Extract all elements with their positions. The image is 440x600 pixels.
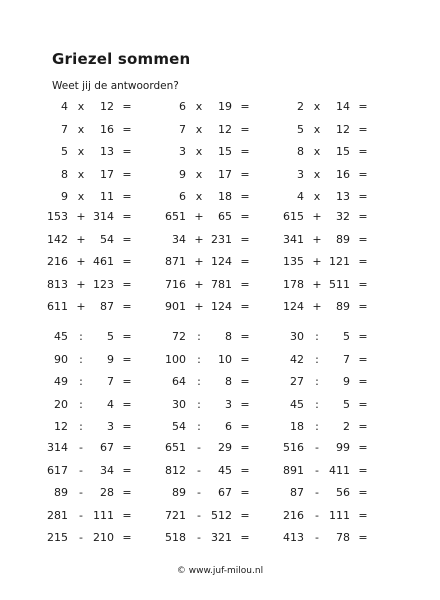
operator: + (312, 210, 322, 223)
operand-b: 5 (107, 330, 114, 343)
equals-sign: = (358, 397, 368, 411)
equals-sign: = (358, 100, 368, 113)
operand-a: 4 (61, 100, 68, 113)
equals-sign: = (122, 277, 132, 291)
equals-sign: = (358, 232, 368, 246)
operator: - (315, 463, 319, 477)
operand-b: 512 (211, 508, 232, 522)
operator: : (79, 352, 83, 366)
operator: x (313, 190, 321, 203)
operand-a: 216 (47, 255, 68, 268)
operand-b: 89 (336, 232, 350, 246)
operand-a: 9 (179, 167, 186, 181)
equals-sign: = (240, 100, 250, 113)
operator: : (79, 397, 83, 411)
exercise-row (0, 254, 440, 270)
operand-a: 413 (283, 531, 304, 544)
operand-a: 2 (297, 100, 304, 113)
equals-sign: = (358, 420, 368, 433)
operator: + (76, 255, 86, 268)
equals-sign: = (240, 300, 250, 313)
operand-a: 615 (283, 210, 304, 223)
operator: x (313, 122, 321, 136)
equals-sign: = (240, 420, 250, 433)
operand-a: 314 (47, 441, 68, 454)
equals-sign: = (122, 463, 132, 477)
operator: + (76, 300, 86, 313)
operator: x (195, 100, 203, 113)
operand-a: 9 (61, 190, 68, 203)
operator: - (315, 531, 319, 544)
exercise-row (0, 329, 440, 345)
operator: : (79, 330, 83, 343)
page-subtitle: Weet jij de antwoorden? (52, 80, 179, 92)
operand-a: 215 (47, 531, 68, 544)
equals-sign: = (122, 486, 132, 499)
operand-a: 27 (290, 375, 304, 388)
operand-b: 16 (336, 167, 350, 181)
operator: : (197, 397, 201, 411)
operand-b: 13 (336, 190, 350, 203)
operator: : (197, 420, 201, 433)
exercise-row (0, 189, 440, 205)
operand-a: 8 (297, 145, 304, 158)
operator: - (79, 531, 83, 544)
operand-a: 891 (283, 463, 304, 477)
operand-a: 518 (165, 531, 186, 544)
operand-a: 49 (54, 375, 68, 388)
exercise-row (0, 463, 440, 479)
operand-b: 321 (211, 531, 232, 544)
operator: : (197, 375, 201, 388)
operator: + (76, 210, 86, 223)
operator: - (315, 508, 319, 522)
operator: - (315, 441, 319, 454)
operand-b: 11 (100, 190, 114, 203)
operand-b: 15 (218, 145, 232, 158)
operand-a: 5 (297, 122, 304, 136)
operand-b: 5 (343, 330, 350, 343)
operator: : (315, 330, 319, 343)
operand-a: 7 (61, 122, 68, 136)
operator: : (197, 330, 201, 343)
exercise-row (0, 277, 440, 293)
exercise-row (0, 530, 440, 546)
equals-sign: = (240, 255, 250, 268)
operator: - (197, 486, 201, 499)
operand-b: 2 (343, 420, 350, 433)
operand-b: 461 (93, 255, 114, 268)
operand-b: 8 (225, 330, 232, 343)
operand-b: 7 (343, 352, 350, 366)
operand-a: 54 (172, 420, 186, 433)
operand-a: 42 (290, 352, 304, 366)
operator: + (194, 232, 204, 246)
operand-b: 67 (100, 441, 114, 454)
operator: + (194, 210, 204, 223)
operand-b: 231 (211, 232, 232, 246)
operator: - (315, 486, 319, 499)
operator: x (195, 190, 203, 203)
operand-b: 781 (211, 277, 232, 291)
operand-a: 611 (47, 300, 68, 313)
operand-a: 45 (290, 397, 304, 411)
operand-b: 12 (336, 122, 350, 136)
operand-b: 29 (218, 441, 232, 454)
operand-a: 651 (165, 210, 186, 223)
operand-a: 812 (165, 463, 186, 477)
exercise-row (0, 144, 440, 160)
operator: + (312, 300, 322, 313)
operand-a: 516 (283, 441, 304, 454)
equals-sign: = (358, 352, 368, 366)
operand-b: 65 (218, 210, 232, 223)
operand-b: 34 (100, 463, 114, 477)
operator: : (79, 375, 83, 388)
equals-sign: = (122, 167, 132, 181)
equals-sign: = (240, 122, 250, 136)
equals-sign: = (122, 352, 132, 366)
equals-sign: = (358, 531, 368, 544)
equals-sign: = (358, 167, 368, 181)
operator: - (79, 486, 83, 499)
equals-sign: = (122, 232, 132, 246)
operand-a: 216 (283, 508, 304, 522)
operand-b: 28 (100, 486, 114, 499)
operand-a: 901 (165, 300, 186, 313)
operator: x (77, 145, 85, 158)
equals-sign: = (240, 167, 250, 181)
operand-a: 100 (165, 352, 186, 366)
operand-b: 3 (107, 420, 114, 433)
operand-b: 3 (225, 397, 232, 411)
equals-sign: = (358, 330, 368, 343)
operand-a: 6 (179, 100, 186, 113)
operand-a: 87 (290, 486, 304, 499)
operand-b: 210 (93, 531, 114, 544)
operand-a: 4 (297, 190, 304, 203)
operand-a: 721 (165, 508, 186, 522)
equals-sign: = (122, 190, 132, 203)
operator: : (315, 375, 319, 388)
exercise-row (0, 440, 440, 456)
operand-b: 19 (218, 100, 232, 113)
operator: x (313, 167, 321, 181)
operand-a: 813 (47, 277, 68, 291)
exercise-row (0, 299, 440, 315)
operand-a: 124 (283, 300, 304, 313)
operand-a: 20 (54, 397, 68, 411)
operand-b: 5 (343, 397, 350, 411)
exercise-row (0, 397, 440, 413)
operator: x (77, 122, 85, 136)
operator: - (197, 463, 201, 477)
operator: : (315, 420, 319, 433)
operand-a: 72 (172, 330, 186, 343)
operator: + (312, 255, 322, 268)
equals-sign: = (358, 508, 368, 522)
operator: - (197, 531, 201, 544)
equals-sign: = (122, 145, 132, 158)
exercise-row (0, 232, 440, 248)
equals-sign: = (240, 375, 250, 388)
exercise-row (0, 122, 440, 138)
operand-a: 45 (54, 330, 68, 343)
equals-sign: = (122, 210, 132, 223)
operand-a: 18 (290, 420, 304, 433)
operand-b: 6 (225, 420, 232, 433)
equals-sign: = (240, 232, 250, 246)
equals-sign: = (122, 100, 132, 113)
operand-a: 7 (179, 122, 186, 136)
operand-b: 89 (336, 300, 350, 313)
exercise-row (0, 167, 440, 183)
exercise-row (0, 352, 440, 368)
page-title: Griezel sommen (52, 50, 191, 68)
equals-sign: = (358, 255, 368, 268)
operator: : (79, 420, 83, 433)
operand-a: 135 (283, 255, 304, 268)
operand-a: 3 (179, 145, 186, 158)
exercise-row (0, 485, 440, 501)
operand-b: 78 (336, 531, 350, 544)
exercise-row (0, 374, 440, 390)
equals-sign: = (122, 508, 132, 522)
equals-sign: = (240, 441, 250, 454)
operand-b: 8 (225, 375, 232, 388)
operand-b: 87 (100, 300, 114, 313)
operand-a: 64 (172, 375, 186, 388)
operand-a: 8 (61, 167, 68, 181)
operand-a: 89 (54, 486, 68, 499)
operand-b: 314 (93, 210, 114, 223)
operand-b: 32 (336, 210, 350, 223)
equals-sign: = (358, 122, 368, 136)
operand-b: 54 (100, 232, 114, 246)
operand-b: 13 (100, 145, 114, 158)
equals-sign: = (358, 145, 368, 158)
equals-sign: = (240, 145, 250, 158)
exercise-row (0, 99, 440, 115)
operand-a: 142 (47, 232, 68, 246)
operand-b: 9 (107, 352, 114, 366)
equals-sign: = (240, 277, 250, 291)
operand-b: 7 (107, 375, 114, 388)
equals-sign: = (122, 330, 132, 343)
operator: : (197, 352, 201, 366)
operator: - (197, 508, 201, 522)
equals-sign: = (358, 210, 368, 223)
operator: + (312, 232, 322, 246)
exercise-row (0, 508, 440, 524)
operand-a: 281 (47, 508, 68, 522)
equals-sign: = (240, 531, 250, 544)
equals-sign: = (240, 463, 250, 477)
equals-sign: = (122, 122, 132, 136)
operand-b: 67 (218, 486, 232, 499)
equals-sign: = (358, 190, 368, 203)
operator: - (79, 463, 83, 477)
equals-sign: = (240, 190, 250, 203)
operand-a: 617 (47, 463, 68, 477)
equals-sign: = (358, 375, 368, 388)
exercise-row (0, 209, 440, 225)
equals-sign: = (122, 375, 132, 388)
equals-sign: = (240, 352, 250, 366)
equals-sign: = (358, 486, 368, 499)
operand-b: 511 (329, 277, 350, 291)
operand-b: 411 (329, 463, 350, 477)
operator: - (79, 508, 83, 522)
operator: : (315, 397, 319, 411)
operator: + (194, 255, 204, 268)
footer-copyright: © www.juf-milou.nl (176, 566, 264, 576)
operand-a: 5 (61, 145, 68, 158)
operator: x (77, 190, 85, 203)
operand-b: 99 (336, 441, 350, 454)
operand-b: 121 (329, 255, 350, 268)
equals-sign: = (122, 531, 132, 544)
equals-sign: = (122, 441, 132, 454)
operator: : (315, 352, 319, 366)
operand-a: 341 (283, 232, 304, 246)
exercise-row (0, 419, 440, 435)
operand-b: 124 (211, 255, 232, 268)
equals-sign: = (240, 330, 250, 343)
equals-sign: = (358, 300, 368, 313)
operand-a: 178 (283, 277, 304, 291)
operand-b: 17 (218, 167, 232, 181)
operand-b: 56 (336, 486, 350, 499)
operator: x (195, 145, 203, 158)
operand-a: 871 (165, 255, 186, 268)
operand-b: 14 (336, 100, 350, 113)
operand-b: 9 (343, 375, 350, 388)
equals-sign: = (122, 300, 132, 313)
operand-b: 45 (218, 463, 232, 477)
equals-sign: = (240, 486, 250, 499)
equals-sign: = (240, 508, 250, 522)
operand-a: 3 (297, 167, 304, 181)
operand-b: 12 (100, 100, 114, 113)
operand-b: 124 (211, 300, 232, 313)
operator: - (79, 441, 83, 454)
operator: - (197, 441, 201, 454)
operator: x (195, 122, 203, 136)
operand-a: 34 (172, 232, 186, 246)
operator: + (76, 232, 86, 246)
operand-b: 111 (329, 508, 350, 522)
equals-sign: = (358, 277, 368, 291)
operand-b: 12 (218, 122, 232, 136)
equals-sign: = (358, 441, 368, 454)
operator: + (194, 300, 204, 313)
operator: + (194, 277, 204, 291)
operand-a: 12 (54, 420, 68, 433)
operand-b: 15 (336, 145, 350, 158)
operator: x (77, 100, 85, 113)
equals-sign: = (240, 397, 250, 411)
equals-sign: = (240, 210, 250, 223)
operator: + (312, 277, 322, 291)
equals-sign: = (122, 397, 132, 411)
operand-a: 90 (54, 352, 68, 366)
operand-b: 17 (100, 167, 114, 181)
operand-a: 6 (179, 190, 186, 203)
equals-sign: = (122, 420, 132, 433)
operand-a: 30 (172, 397, 186, 411)
equals-sign: = (358, 463, 368, 477)
operand-a: 30 (290, 330, 304, 343)
operand-b: 18 (218, 190, 232, 203)
equals-sign: = (122, 255, 132, 268)
operator: x (195, 167, 203, 181)
operator: x (313, 145, 321, 158)
operand-a: 716 (165, 277, 186, 291)
operand-b: 111 (93, 508, 114, 522)
operand-b: 4 (107, 397, 114, 411)
operand-a: 651 (165, 441, 186, 454)
operator: + (76, 277, 86, 291)
operand-b: 10 (218, 352, 232, 366)
operand-a: 153 (47, 210, 68, 223)
operand-a: 89 (172, 486, 186, 499)
operand-b: 16 (100, 122, 114, 136)
operator: x (77, 167, 85, 181)
operator: x (313, 100, 321, 113)
operand-b: 123 (93, 277, 114, 291)
